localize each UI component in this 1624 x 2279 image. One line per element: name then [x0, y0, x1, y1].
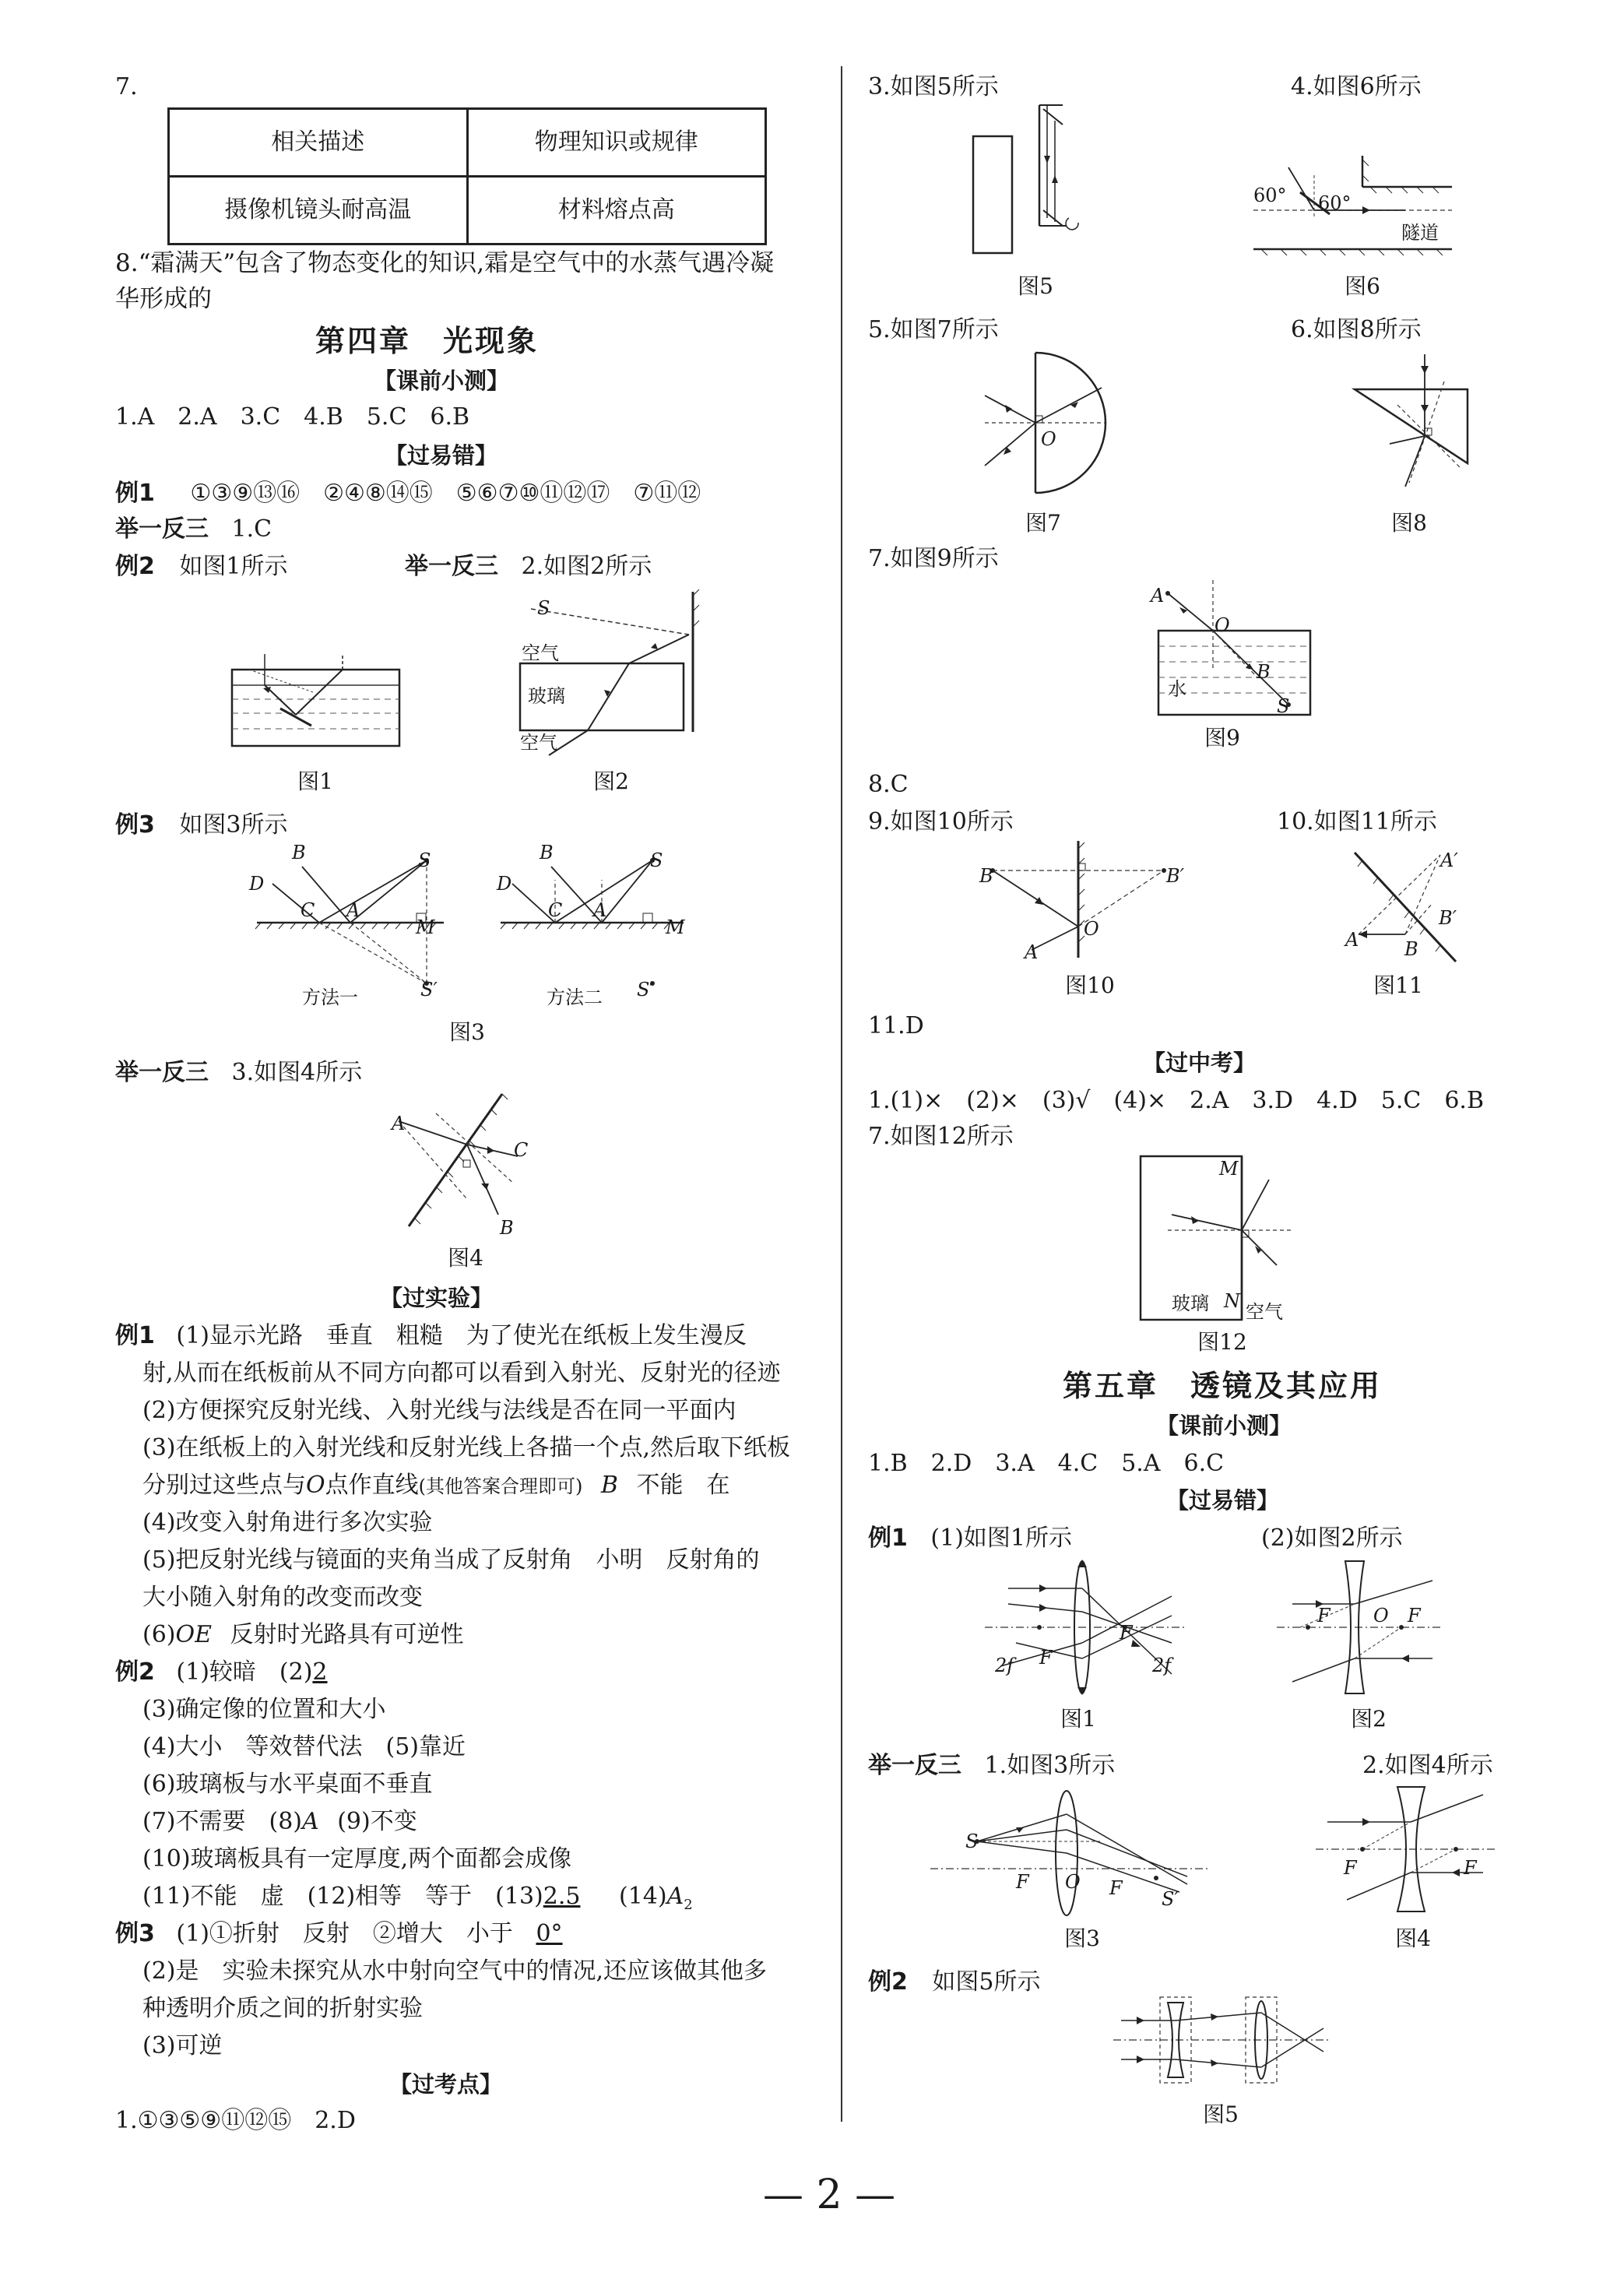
figure-4-caption: 图4 [448, 1245, 483, 1271]
exp2-line: (14) [619, 1883, 667, 1910]
exp3-line: 种透明介质之间的折射实验 [142, 1995, 423, 2022]
r-jyfs2: 2.如图4所示 [1362, 1752, 1493, 1779]
lens-figure-2-caption: 图2 [1351, 1706, 1387, 1732]
lens-figure-5-caption: 图5 [1203, 2101, 1239, 2127]
r-answer-3: 3.如图5所示 [868, 73, 999, 100]
exp-line-var: B [600, 1472, 618, 1499]
exp2-answer: 2.5 [543, 1883, 581, 1910]
fig12-label-m: M [1219, 1158, 1239, 1180]
lens1-label-f: F [1039, 1647, 1053, 1669]
pre-test-answers: 1.A 2.A 3.C 4.B 5.C 6.B [115, 403, 470, 431]
jyfs3-text: 3.如图4所示 [231, 1059, 363, 1086]
exp-line: (4)改变入射角进行多次实验 [142, 1509, 433, 1536]
figure-2-caption: 图2 [593, 768, 629, 794]
mistakes-title: 【过易错】 [385, 442, 498, 469]
figure-3-caption: 图3 [449, 1019, 485, 1045]
exp2-line: (4)大小 等效替代法 (5)靠近 [142, 1733, 466, 1760]
fig3-label-s: S [418, 849, 431, 871]
pre-test-title: 【课前小测】 [374, 368, 510, 394]
fig6-angle2: 60° [1318, 192, 1352, 214]
fig9-label-a: A [1151, 585, 1165, 607]
r-jyfs1: 1.如图3所示 [984, 1752, 1116, 1779]
q7-label: 7. [115, 73, 138, 100]
method2-label: 方法二 [547, 987, 603, 1008]
exp-line: 反射时光路具有可逆性 [230, 1621, 464, 1648]
exp-line: (1)显示光路 垂直 粗糙 为了使光在纸板上发生漫反 [176, 1322, 747, 1349]
lens-figure-3-caption: 图3 [1064, 1926, 1100, 1951]
exam-7: 7.如图12所示 [868, 1123, 1014, 1150]
exp-line: (3)在纸板上的入射光线和反射光线上各描一个点,然后取下纸板 [142, 1434, 791, 1461]
example-label: 例1 [115, 480, 155, 507]
fig3b-label-d: D [497, 873, 512, 895]
exp-line: (5)把反射光线与镜面的夹角当成了反射角 小明 反射角的 [142, 1546, 760, 1574]
exp3-answer: 0° [536, 1920, 563, 1947]
fig4-label-a: A [392, 1113, 406, 1134]
fig10-label-b-prime: B′ [1166, 865, 1185, 887]
lens-figure-5 [1113, 1993, 1331, 2087]
exam-answers: 1.(1)× (2)× (3)√ (4)× 2.A 3.D 4.D 5.C 6.B [868, 1087, 1485, 1114]
fig3b-label-m: M [666, 916, 685, 938]
method1-label: 方法一 [302, 987, 358, 1008]
exam-title: 【过中考】 [1143, 1050, 1257, 1076]
table-header-cell: 物理知识或规律 [467, 109, 766, 177]
q7-table [167, 107, 767, 245]
fig12-label-air: 空气 [1246, 1301, 1283, 1323]
lens-figure-4-caption: 图4 [1395, 1926, 1431, 1951]
r-pre-test-answers: 1.B 2.D 3.A 4.C 5.A 6.C [868, 1450, 1225, 1477]
fig3-label-b: B [292, 842, 306, 863]
table-cell: 材料熔点高 [467, 177, 766, 244]
exp-line: 射,从而在纸板前从不同方向都可以看到入射光、反射光的径迹 [142, 1359, 781, 1387]
r-figure-8-caption: 图8 [1391, 510, 1427, 536]
fig3-label-s-prime: S′ [420, 979, 438, 1001]
fig4-label-c: C [514, 1139, 529, 1161]
exp2-var: A [666, 1883, 684, 1910]
example-label: 例1 [868, 1525, 908, 1552]
r-ex1-a: (1)如图1所示 [930, 1525, 1073, 1552]
r-mistakes-title: 【过易错】 [1166, 1487, 1280, 1514]
r-answer-9: 9.如图10所示 [868, 808, 1014, 835]
r-answer-10: 10.如图11所示 [1277, 808, 1437, 835]
exp-line: 分别过这些点与 [142, 1472, 306, 1499]
chapter4-title: 第四章 光现象 [315, 324, 540, 358]
keypoints-answers: 1.①③⑤⑨⑪⑫⑮ 2.D [115, 2107, 356, 2134]
exp2-line: (6)玻璃板与水平桌面不垂直 [142, 1771, 433, 1798]
example-label: 例1 [115, 1322, 155, 1349]
lens3-label-f: F [1109, 1877, 1123, 1899]
jyfs1-text: 1.C [231, 515, 272, 543]
exp3-line: (1)①折射 反射 ②增大 小于 [176, 1920, 513, 1947]
r-answer-4: 4.如图6所示 [1291, 73, 1422, 100]
q8-line1: 8.“霜满天”包含了物态变化的知识,霜是空气中的水蒸气遇冷凝 [115, 249, 775, 277]
exp-line-var: OE [175, 1621, 212, 1648]
fig3-label-c: C [301, 899, 315, 921]
exp2-sub: 2 [684, 1897, 693, 1913]
exp-line: 点作直线 [325, 1472, 419, 1499]
jyfs-label: 举一反三 [115, 1059, 209, 1086]
lens1-label-2f: 2f [995, 1655, 1014, 1676]
fig2-label-s: S [537, 597, 550, 619]
q8-line2: 华形成的 [115, 285, 212, 313]
exp-line: (2)方便探究反射光线、入射光线与法线是否在同一平面内 [142, 1397, 736, 1424]
fig11-label-b: B [1404, 938, 1418, 960]
lens1-label-2f: 2f [1152, 1655, 1172, 1676]
r-ex2-text: 如图5所示 [932, 1968, 1041, 1996]
jyfs-label: 举一反三 [405, 553, 498, 580]
r-answer-6: 6.如图8所示 [1291, 316, 1422, 343]
fig9-label-s: S [1277, 695, 1290, 717]
fig12-label-n: N [1224, 1290, 1240, 1312]
r-answer-8: 8.C [868, 771, 909, 798]
exp-line: (6) [142, 1621, 176, 1648]
r-answer-7: 7.如图9所示 [868, 545, 999, 572]
exp-line: 不能 在 [636, 1472, 730, 1499]
r-figure-12-caption: 图12 [1197, 1329, 1247, 1355]
lens2-label-o: O [1373, 1605, 1389, 1627]
fig4-label-b: B [500, 1217, 514, 1239]
r-figure-5-caption: 图5 [1018, 273, 1053, 299]
ex3-text: 如图3所示 [179, 811, 288, 839]
r-figure-11-caption: 图11 [1373, 972, 1423, 998]
fig3-label-m: M [416, 916, 435, 938]
lens1-label-f: F [1120, 1622, 1133, 1644]
exp-line: 大小随入射角的改变而改变 [142, 1584, 423, 1611]
fig11-label-b-prime: B′ [1439, 907, 1457, 929]
lens2-label-f: F [1317, 1605, 1330, 1627]
fig11-label-a: A [1345, 929, 1359, 951]
r-figure-6-caption: 图6 [1345, 273, 1380, 299]
fig9-label-o: O [1214, 614, 1230, 636]
r-answer-11: 11.D [868, 1012, 924, 1039]
exp-line-var: O [306, 1472, 325, 1499]
lens2-label-f: F [1408, 1605, 1421, 1627]
lens-figure-4 [1316, 1783, 1495, 1915]
fig2-label-glass: 玻璃 [528, 685, 565, 707]
r-figure-10-caption: 图10 [1065, 972, 1115, 998]
lens4-label-f: F [1464, 1857, 1477, 1879]
example-label: 例2 [115, 1658, 155, 1686]
lens4-label-f: F [1344, 1857, 1357, 1879]
lens3-label-o: O [1065, 1871, 1081, 1893]
column-divider [841, 66, 842, 2122]
fig3-label-d: D [249, 873, 265, 895]
jyfs-label: 举一反三 [115, 515, 209, 543]
fig10-label-b: B [979, 865, 993, 887]
fig2-label-air-bottom: 空气 [520, 732, 557, 754]
fig11-label-a-prime: A′ [1440, 849, 1458, 871]
fig3b-label-s: S [650, 849, 663, 871]
jyfs2-text: 2.如图2所示 [521, 553, 652, 580]
ex1-answer: ①③⑨⑬⑯ ②④⑧⑭⑮ ⑤⑥⑦⑩⑪⑫⑰ ⑦⑪⑫ [190, 480, 701, 507]
lens3-label-s: S [965, 1831, 979, 1852]
fig7-label-o: O [1041, 428, 1056, 450]
fig12-label-glass: 玻璃 [1172, 1292, 1209, 1314]
experiment-title: 【过实验】 [380, 1285, 494, 1311]
fig3b-label-b: B [540, 842, 554, 863]
fig2-label-air-top: 空气 [522, 642, 559, 664]
r-pre-test-title: 【课前小测】 [1156, 1412, 1292, 1439]
chapter5-title: 第五章 透镜及其应用 [1063, 1369, 1383, 1403]
lens3-label-f: F [1016, 1871, 1029, 1893]
lens3-label-s-prime: S′ [1162, 1888, 1179, 1910]
fig6-tunnel: 隧道 [1401, 222, 1439, 244]
jyfs-label: 举一反三 [868, 1752, 961, 1779]
figure-1-caption: 图1 [297, 768, 333, 794]
lens-figure-1-caption: 图1 [1060, 1706, 1096, 1732]
exp3-line: (3)可逆 [142, 2032, 223, 2059]
example-label: 例3 [115, 1920, 155, 1947]
exp2-line: (1)较暗 (2) [176, 1658, 313, 1686]
r-figure-9-caption: 图9 [1204, 725, 1240, 751]
r-figure-8 [1351, 350, 1475, 491]
fig3b-label-s-prime: S′ [637, 979, 654, 1001]
exp3-line: (2)是 实验未探究从水中射向空气中的情况,还应该做其他多 [142, 1957, 768, 1985]
fig10-label-o: O [1084, 918, 1099, 940]
table-header-cell: 相关描述 [169, 109, 468, 177]
fig9-label-b: B [1257, 661, 1271, 683]
figure-1 [226, 654, 405, 747]
page-number: — 2 — [763, 2172, 896, 2218]
fig10-label-a: A [1025, 941, 1039, 963]
exp2-var: A [302, 1808, 319, 1835]
fig9-label-water: 水 [1168, 678, 1186, 700]
fig3b-label-a: A [593, 899, 607, 921]
r-ex1-b: (2)如图2所示 [1261, 1525, 1403, 1552]
r-figure-7-caption: 图7 [1025, 510, 1061, 536]
exp-line-note: (其他答案合理即可) [418, 1475, 583, 1497]
example-label: 例2 [115, 553, 155, 580]
ex2-text: 如图1所示 [179, 553, 288, 580]
exp2-line: (11)不能 虚 (12)相等 等于 (13) [142, 1883, 543, 1910]
exp2-line: (10)玻璃板具有一定厚度,两个面都会成像 [142, 1845, 572, 1873]
exp2-answer: 2 [312, 1658, 328, 1686]
r-figure-7 [977, 349, 1117, 497]
figure-4 [389, 1090, 561, 1234]
keypoints-title: 【过考点】 [389, 2071, 503, 2098]
table-cell: 摄像机镜头耐高温 [169, 177, 468, 244]
r-figure-10 [985, 841, 1179, 958]
fig3-label-a: A [346, 899, 360, 921]
fig6-angle1: 60° [1253, 185, 1287, 206]
exp2-line: (7)不需要 (8) [142, 1808, 302, 1835]
fig3b-label-c: C [548, 899, 563, 921]
r-answer-5: 5.如图7所示 [868, 316, 999, 343]
example-label: 例3 [115, 811, 155, 839]
exp2-line: (9)不变 [337, 1808, 417, 1835]
r-figure-5 [969, 101, 1086, 257]
example-label: 例2 [868, 1968, 908, 1996]
exp2-line: (3)确定像的位置和大小 [142, 1696, 386, 1723]
